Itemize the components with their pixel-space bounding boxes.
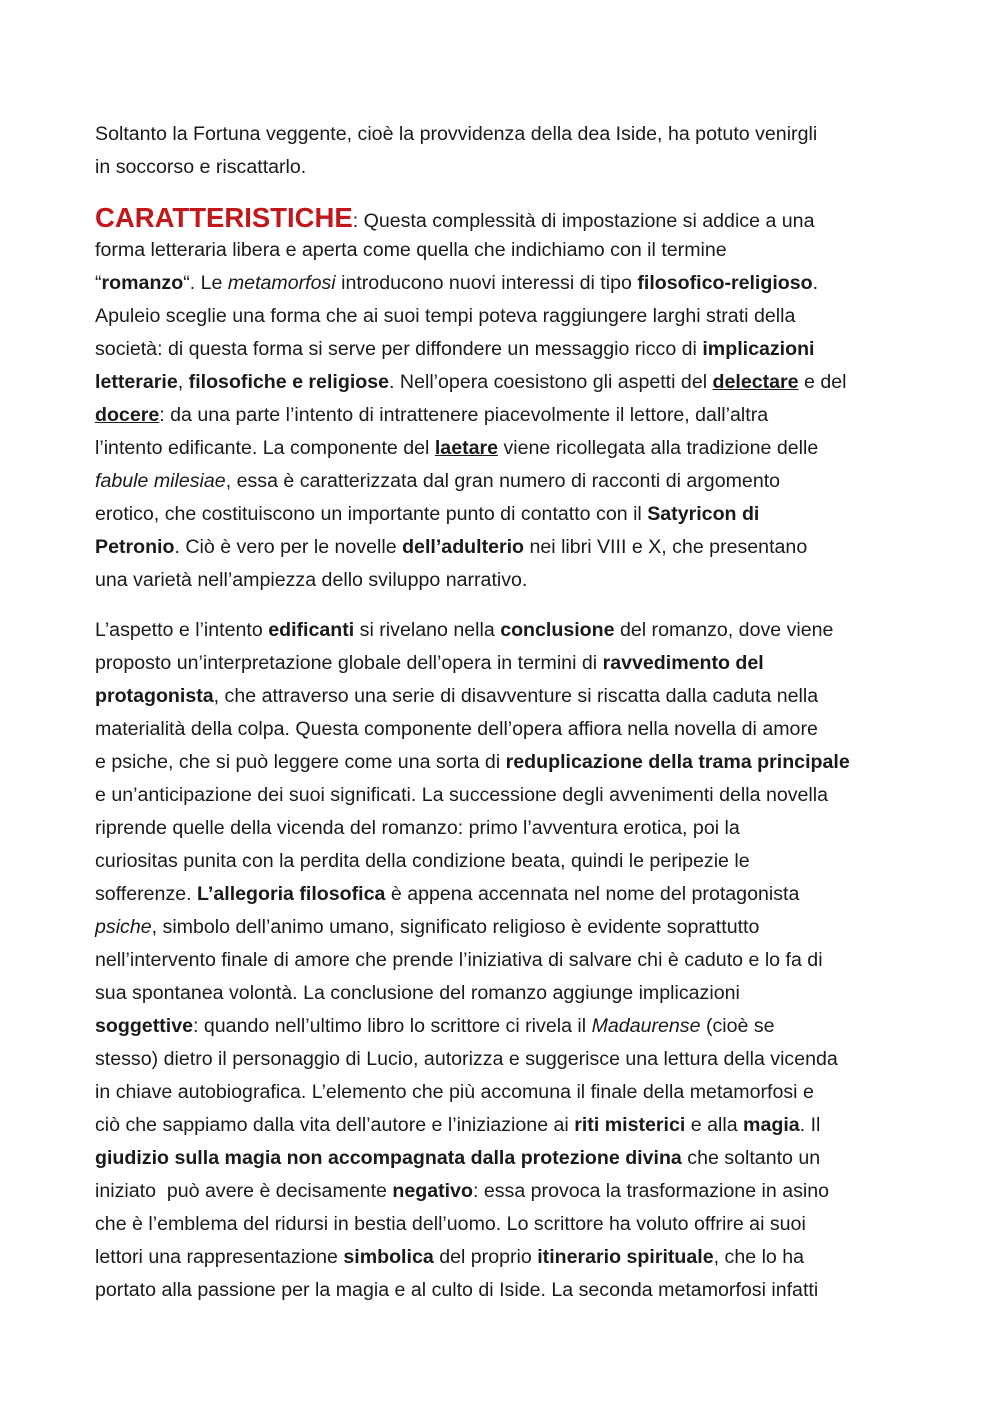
bold-term: reduplicazione della trama principale bbox=[505, 751, 850, 773]
bold-term: filosofiche e religiose bbox=[188, 371, 390, 393]
bold-term: itinerario spirituale bbox=[537, 1246, 714, 1268]
text-line: portato alla passione per la magia e al culto di Iside. La seconda metamorfosi infatti bbox=[95, 1279, 819, 1301]
text-span: viene ricollegata alla tradizione delle bbox=[498, 437, 819, 459]
text-line: materialità della colpa. Questa componente dell’opera affiora nella novella di amore bbox=[95, 718, 818, 740]
underlined-term: laetare bbox=[434, 437, 499, 459]
text-line bbox=[95, 1175, 910, 1208]
text-line: stesso) dietro il personaggio di Lucio, autorizza e suggerisce una lettura della vicenda bbox=[95, 1048, 838, 1070]
bold-term: letterarie bbox=[95, 371, 178, 393]
text-line bbox=[95, 1142, 910, 1175]
text-line: Apuleio sceglie una forma che ai suoi tempi poteva raggiungere larghi strati della bbox=[95, 305, 796, 327]
text-span: proposto un’interpretazione globale dell’opera in termini di bbox=[95, 652, 603, 674]
text-line: forma letteraria libera e aperta come quella che indichiamo con il termine bbox=[95, 239, 727, 261]
text-line: sua spontanea volontà. La conclusione del romanzo aggiunge implicazioni bbox=[95, 982, 740, 1004]
text-span: (cioè se bbox=[700, 1015, 775, 1037]
text-line: riprende quelle della vicenda del romanzo: primo l’avventura erotica, poi la bbox=[95, 817, 740, 839]
text-line: in soccorso e riscattarlo. bbox=[95, 156, 307, 178]
text-span: : da una parte l’intento di intrattenere piacevolmente il lettore, dall’altra bbox=[159, 404, 769, 426]
text-span: e alla bbox=[685, 1114, 744, 1136]
text-line bbox=[95, 878, 910, 911]
text-line bbox=[95, 498, 910, 531]
text-line bbox=[95, 1109, 910, 1142]
bold-term: dell’adulterio bbox=[402, 536, 525, 558]
text-span: , bbox=[177, 371, 189, 393]
bold-term: protagonista bbox=[95, 685, 214, 707]
text-span: nei libri VIII e X, che presentano bbox=[524, 536, 808, 558]
text-line bbox=[95, 366, 910, 399]
text-span: ciò che sappiamo dalla vita dell’autore e l’iniziazione ai bbox=[95, 1114, 575, 1136]
text-span: erotico, che costituiscono un importante punto di contatto con il bbox=[95, 503, 648, 525]
bold-term: conclusione bbox=[500, 619, 615, 641]
bold-term: edificanti bbox=[268, 619, 355, 641]
text-line bbox=[95, 647, 910, 680]
text-span: società: di questa forma si serve per diffondere un messaggio ricco di bbox=[95, 338, 703, 360]
bold-term: giudizio sulla magia non accompagnata dalla protezione divina bbox=[95, 1147, 682, 1169]
text-span: . Nell’opera coesistono gli aspetti del bbox=[389, 371, 713, 393]
text-line bbox=[95, 911, 910, 944]
paragraph-caratteristiche bbox=[95, 201, 910, 597]
bold-term: filosofico-religioso bbox=[637, 272, 813, 294]
bold-term: L’allegoria filosofica bbox=[197, 883, 386, 905]
bold-term: simbolica bbox=[343, 1246, 434, 1268]
text-span: si rivelano nella bbox=[354, 619, 501, 641]
bold-term: magia bbox=[743, 1114, 800, 1136]
text-span: , che lo ha bbox=[713, 1246, 805, 1268]
text-span: l’intento edificante. La componente del bbox=[95, 437, 435, 459]
paragraph-intro bbox=[95, 118, 910, 184]
text-span: è appena accennata nel nome del protagonista bbox=[385, 883, 800, 905]
text-line bbox=[95, 1010, 910, 1043]
text-line: curiositas punita con la perdita della condizione beata, quindi le peripezie le bbox=[95, 850, 750, 872]
text-span: “ bbox=[95, 272, 102, 294]
text-span: . Ciò è vero per le novelle bbox=[174, 536, 403, 558]
text-span: “. Le bbox=[183, 272, 228, 294]
paragraph-edificanti bbox=[95, 614, 910, 1307]
text-span: . Il bbox=[799, 1114, 821, 1136]
text-line bbox=[95, 333, 910, 366]
bold-term: Petronio bbox=[95, 536, 175, 558]
text-span: del romanzo, dove viene bbox=[614, 619, 834, 641]
text-line: una varietà nell’ampiezza dello sviluppo narrativo. bbox=[95, 569, 528, 591]
text-line bbox=[95, 746, 910, 779]
bold-term: ravvedimento del bbox=[602, 652, 764, 674]
text-line bbox=[95, 201, 910, 234]
italic-term: Madaurense bbox=[591, 1015, 701, 1037]
text-span: : quando nell’ultimo libro lo scrittore ci rivela il bbox=[193, 1015, 592, 1037]
bold-term: soggettive bbox=[95, 1015, 193, 1037]
underlined-term: docere bbox=[95, 404, 160, 426]
bold-term: romanzo bbox=[101, 272, 184, 294]
bold-term: Satyricon di bbox=[647, 503, 760, 525]
section-heading: CARATTERISTICHE bbox=[95, 202, 353, 233]
underlined-term: delectare bbox=[712, 371, 799, 393]
text-span: : essa provoca la trasformazione in asino bbox=[472, 1180, 830, 1202]
text-line: nell’intervento finale di amore che prende l’iniziativa di salvare chi è caduto e lo fa di bbox=[95, 949, 823, 971]
text-span: , simbolo dell’animo umano, significato religioso è evidente soprattutto bbox=[151, 916, 760, 938]
text-span: e psiche, che si può leggere come una sorta di bbox=[95, 751, 506, 773]
text-line: e un’anticipazione dei suoi significati. La successione degli avvenimenti della novella bbox=[95, 784, 829, 806]
text-line bbox=[95, 614, 910, 647]
text-line: in chiave autobiografica. L’elemento che più accomuna il finale della metamorfosi e bbox=[95, 1081, 814, 1103]
text-line: Soltanto la Fortuna veggente, cioè la provvidenza della dea Iside, ha potuto venirgli bbox=[95, 123, 818, 145]
text-line bbox=[95, 1241, 910, 1274]
text-line bbox=[95, 432, 910, 465]
text-span: del proprio bbox=[433, 1246, 538, 1268]
text-span: , essa è caratterizzata dal gran numero di racconti di argomento bbox=[225, 470, 781, 492]
text-span: , che attraverso una serie di disavventure si riscatta dalla caduta nella bbox=[213, 685, 819, 707]
text-line: che è l’emblema del ridursi in bestia dell’uomo. Lo scrittore ha voluto offrire ai suoi bbox=[95, 1213, 806, 1235]
text-span: e del bbox=[798, 371, 847, 393]
text-span: . bbox=[812, 272, 819, 294]
text-span: che soltanto un bbox=[681, 1147, 821, 1169]
text-line bbox=[95, 465, 910, 498]
bold-term: implicazioni bbox=[702, 338, 815, 360]
bold-term: negativo bbox=[392, 1180, 473, 1202]
text-span: : Questa complessità di impostazione si addice a una bbox=[352, 210, 815, 232]
text-line bbox=[95, 267, 910, 300]
text-line bbox=[95, 680, 910, 713]
text-line bbox=[95, 531, 910, 564]
text-span: sofferenze. bbox=[95, 883, 198, 905]
text-line bbox=[95, 399, 910, 432]
text-span: L’aspetto e l’intento bbox=[95, 619, 269, 641]
italic-term: psiche bbox=[95, 916, 152, 938]
text-span: lettori una rappresentazione bbox=[95, 1246, 344, 1268]
text-span: introducono nuovi interessi di tipo bbox=[335, 272, 638, 294]
italic-term: fabule milesiae bbox=[95, 470, 226, 492]
bold-term: riti misterici bbox=[574, 1114, 686, 1136]
italic-term: metamorfosi bbox=[227, 272, 336, 294]
text-span: iniziato può avere è decisamente bbox=[95, 1180, 393, 1202]
